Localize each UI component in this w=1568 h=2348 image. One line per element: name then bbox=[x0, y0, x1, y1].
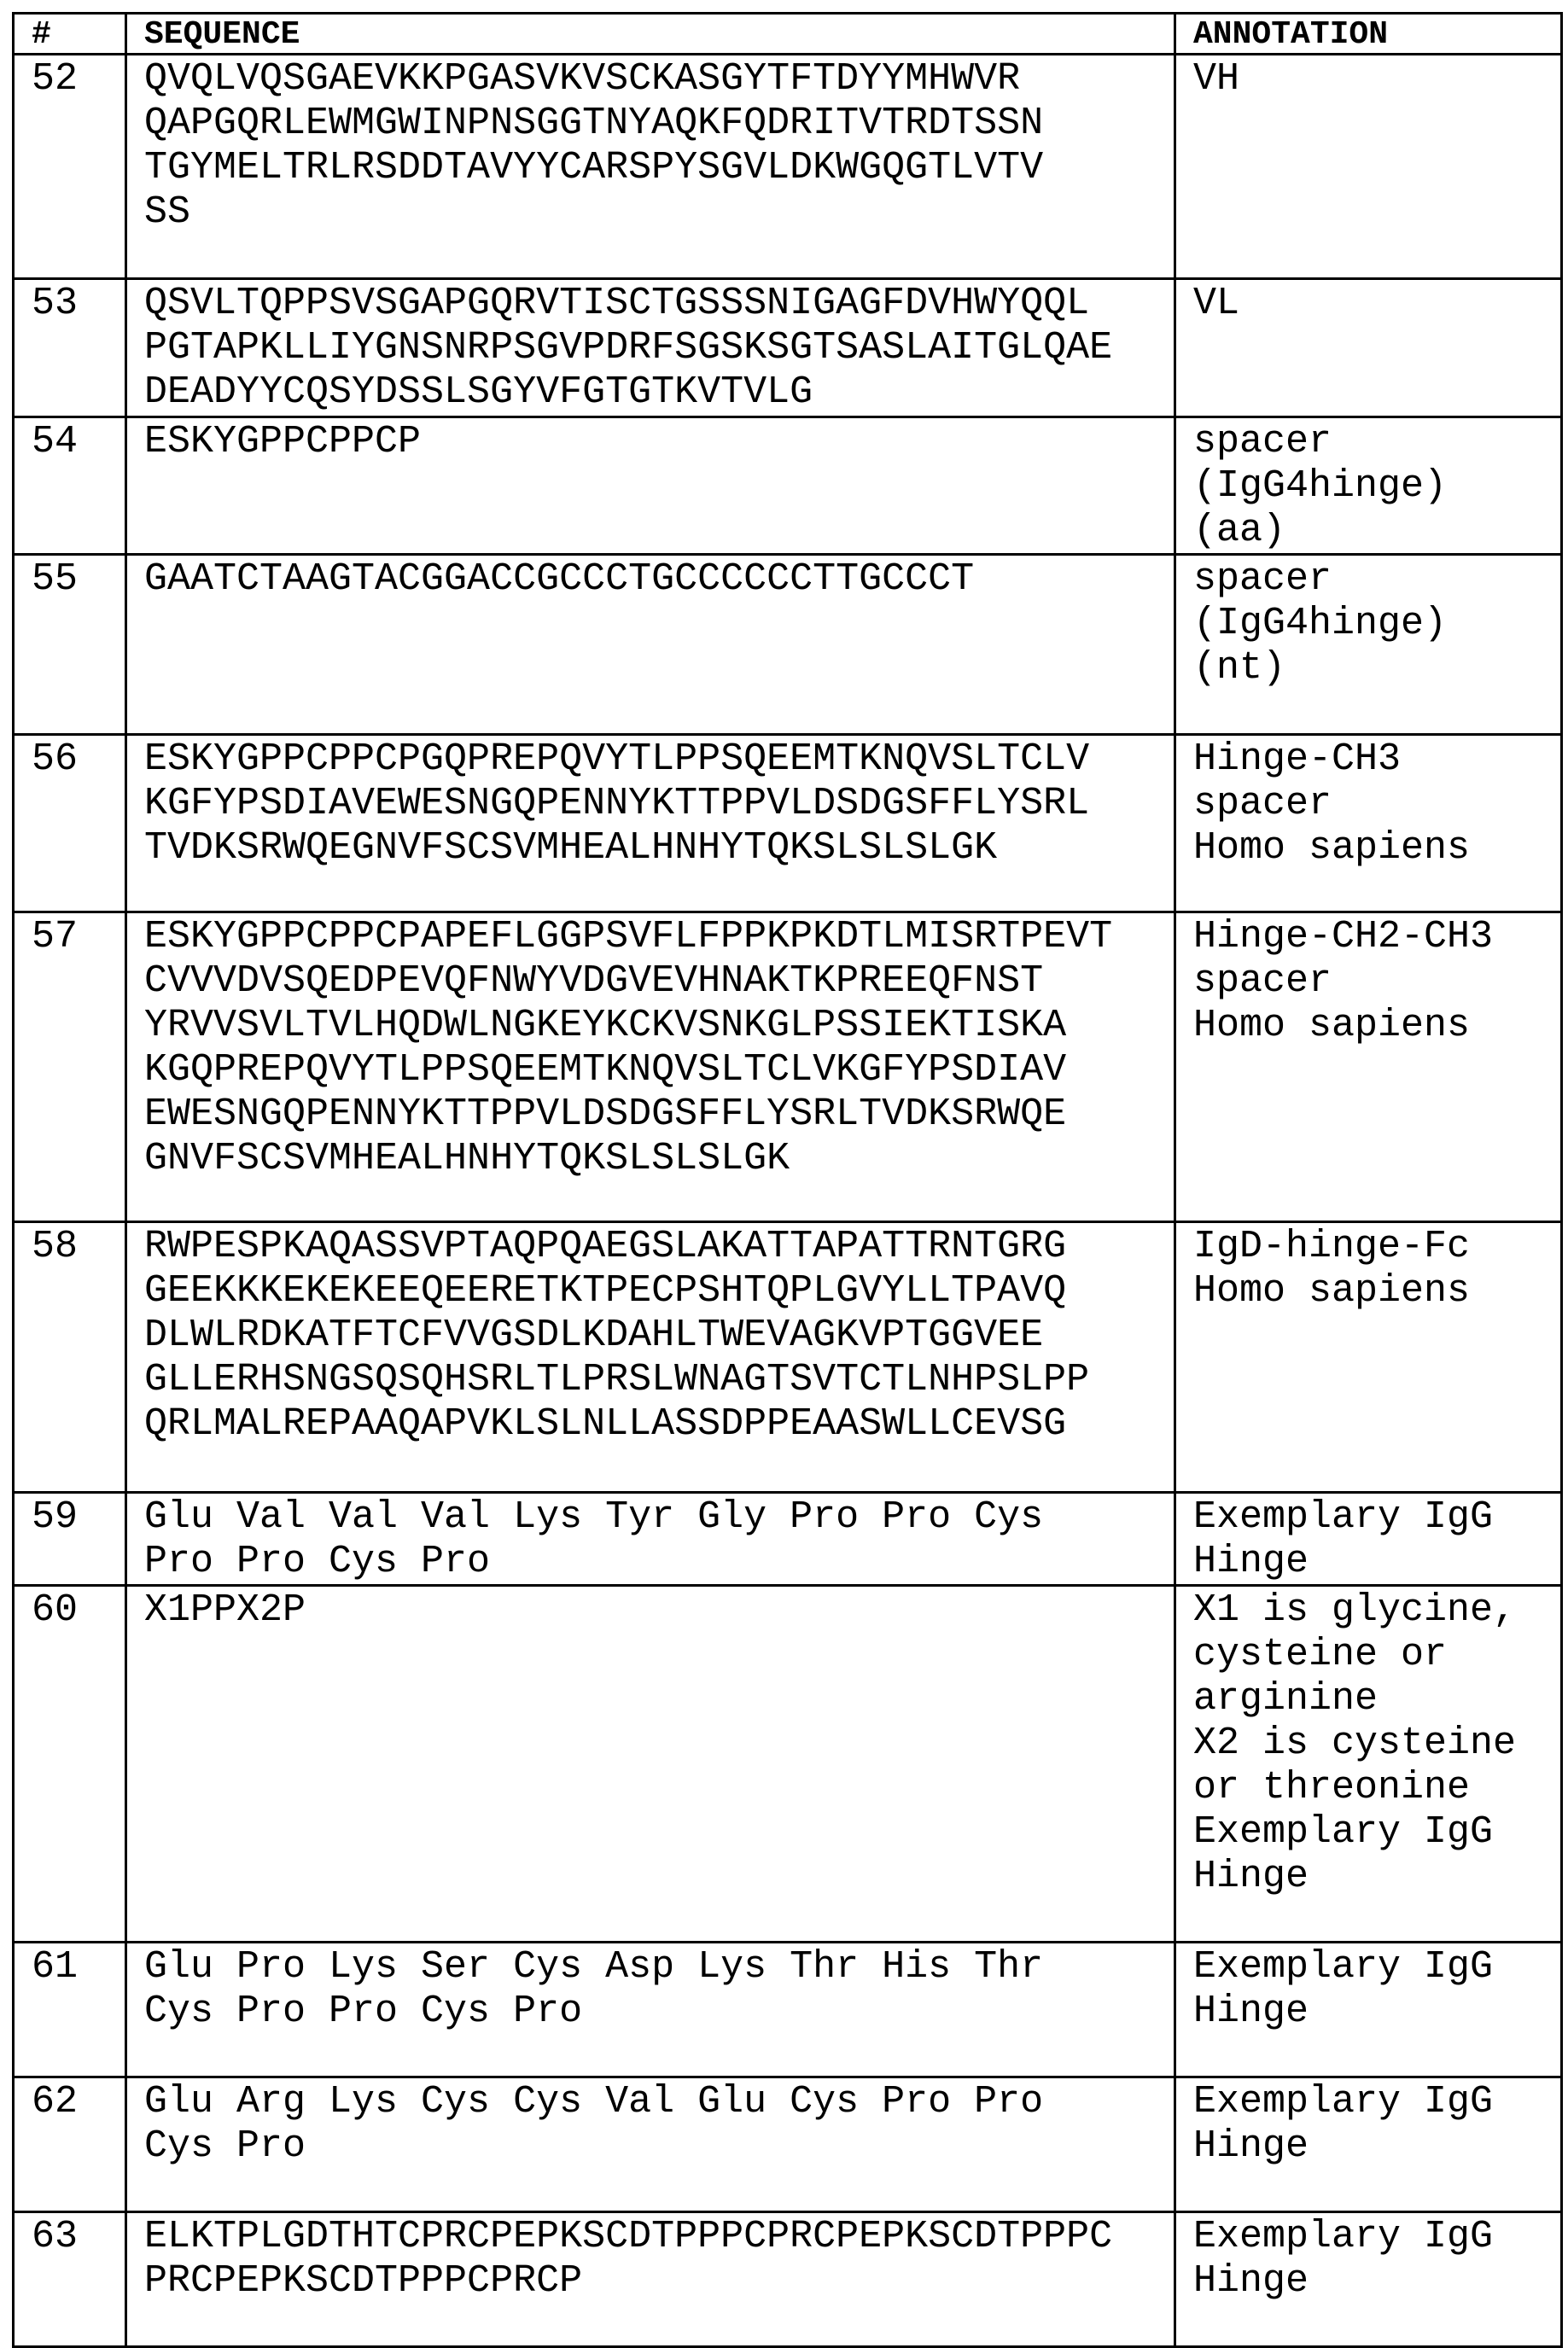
sequence-line: Pro Pro Cys Pro bbox=[144, 1540, 1174, 1584]
annotation-line: Exemplary IgG bbox=[1193, 1945, 1560, 1990]
table-row bbox=[14, 2077, 1562, 2212]
annotation-line: X1 is glycine, bbox=[1193, 1588, 1560, 1633]
annotation-line: Homo sapiens bbox=[1193, 1004, 1560, 1048]
annotation-line: spacer bbox=[1193, 557, 1560, 602]
annotation bbox=[1175, 1493, 1562, 1586]
sequence-line: PGTAPKLLIYGNSNRPSGVPDRFSGSKSGTSASLAITGLQAE bbox=[144, 326, 1174, 370]
sequence-line: DLWLRDKATFTCFVVGSDLKDAHLTWEVAGKVPTGGVEE bbox=[144, 1314, 1174, 1358]
sequence-line: RWPESPKAQASSVPTAQPQAEGSLAKATTAPATTRNTGRG bbox=[144, 1225, 1174, 1269]
annotation-line: Exemplary IgG bbox=[1193, 2080, 1560, 2124]
sequence-line: DEADYYCQSYDSSLSGYVFGTGTKVTVLG bbox=[144, 370, 1174, 415]
annotation-line: spacer bbox=[1193, 420, 1560, 464]
annotation-line: (IgG4hinge) bbox=[1193, 602, 1560, 646]
seq-id: 61 bbox=[14, 1943, 126, 2077]
annotation-line: Hinge bbox=[1193, 1540, 1560, 1584]
sequence bbox=[126, 1222, 1175, 1493]
annotation-line: arginine bbox=[1193, 1677, 1560, 1722]
seq-id: 60 bbox=[14, 1586, 126, 1943]
annotation-line: Exemplary IgG bbox=[1193, 2215, 1560, 2259]
annotation-line: (nt) bbox=[1193, 646, 1560, 690]
annotation-line: or threonine bbox=[1193, 1766, 1560, 1810]
sequence-line: ESKYGPPCPPCP bbox=[144, 420, 1174, 464]
table-row bbox=[14, 1493, 1562, 1586]
sequence-line: GNVFSCSVMHEALHNHYTQKSLSLSLGK bbox=[144, 1137, 1174, 1181]
annotation bbox=[1175, 279, 1562, 417]
annotation-line: (aa) bbox=[1193, 509, 1560, 553]
sequence-line: KGQPREPQVYTLPPSQEEMTKNQVSLTCLVKGFYPSDIAV bbox=[144, 1048, 1174, 1092]
annotation-line: VH bbox=[1193, 57, 1560, 102]
seq-id: 59 bbox=[14, 1493, 126, 1586]
seq-id: 54 bbox=[14, 417, 126, 555]
sequence-line: TVDKSRWQEGNVFSCSVMHEALHNHYTQKSLSLSLGK bbox=[144, 826, 1174, 871]
table-row bbox=[14, 55, 1562, 279]
sequence-line: ELKTPLGDTHTCPRCPEPKSCDTPPPCPRCPEPKSCDTPPPC bbox=[144, 2215, 1174, 2259]
table-row bbox=[14, 2212, 1562, 2347]
annotation-line: spacer bbox=[1193, 782, 1560, 826]
table-row bbox=[14, 1222, 1562, 1493]
sequence bbox=[126, 912, 1175, 1222]
table-row bbox=[14, 555, 1562, 735]
header-row bbox=[14, 14, 1562, 55]
sequence-line: QVQLVQSGAEVKKPGASVKVSCKASGYTFTDYYMHWVR bbox=[144, 57, 1174, 102]
sequence bbox=[126, 55, 1175, 279]
header-annotation: ANNOTATION bbox=[1175, 14, 1562, 55]
sequence bbox=[126, 2077, 1175, 2212]
sequence-line: Cys Pro bbox=[144, 2124, 1174, 2169]
annotation bbox=[1175, 1943, 1562, 2077]
sequence-line: TGYMELTRLRSDDTAVYYCARSPYSGVLDKWGQGTLVTV bbox=[144, 146, 1174, 190]
annotation-line: cysteine or bbox=[1193, 1633, 1560, 1677]
table-row bbox=[14, 735, 1562, 912]
annotation-line: Exemplary IgG bbox=[1193, 1810, 1560, 1855]
sequence-line: QRLMALREPAAQAPVKLSLNLLASSDPPEAASWLLCEVSG bbox=[144, 1402, 1174, 1447]
annotation bbox=[1175, 735, 1562, 912]
annotation bbox=[1175, 2077, 1562, 2212]
annotation-line: Hinge-CH2-CH3 bbox=[1193, 915, 1560, 959]
sequence-line: PRCPEPKSCDTPPPCPRCP bbox=[144, 2259, 1174, 2304]
sequence bbox=[126, 735, 1175, 912]
annotation-line: Homo sapiens bbox=[1193, 1269, 1560, 1314]
sequence-line: GAATCTAAGTACGGACCGCCCTGCCCCCCTTGCCCT bbox=[144, 557, 1174, 602]
sequence-line: GEEKKKEKEKEEQEERETKTPECPSHTQPLGVYLLTPAVQ bbox=[144, 1269, 1174, 1314]
sequence-line: ESKYGPPCPPCPGQPREPQVYTLPPSQEEMTKNQVSLTCLV bbox=[144, 737, 1174, 782]
sequence-line: GLLERHSNGSQSQHSRLTLPRSLWNAGTSVTCTLNHPSLPP bbox=[144, 1358, 1174, 1402]
header-number: # bbox=[14, 14, 126, 55]
seq-id: 58 bbox=[14, 1222, 126, 1493]
annotation-line: Hinge-CH3 bbox=[1193, 737, 1560, 782]
annotation-line: Hinge bbox=[1193, 2124, 1560, 2169]
annotation-line: (IgG4hinge) bbox=[1193, 464, 1560, 509]
table-row bbox=[14, 1586, 1562, 1943]
table-row bbox=[14, 912, 1562, 1222]
table-row bbox=[14, 417, 1562, 555]
sequence-line: Glu Val Val Val Lys Tyr Gly Pro Pro Cys bbox=[144, 1495, 1174, 1540]
sequence-line: X1PPX2P bbox=[144, 1588, 1174, 1633]
seq-id: 53 bbox=[14, 279, 126, 417]
sequence bbox=[126, 2212, 1175, 2347]
sequence-line: YRVVSVLTVLHQDWLNGKEYKCKVSNKGLPSSIEKTISKA bbox=[144, 1004, 1174, 1048]
sequence bbox=[126, 1943, 1175, 2077]
annotation bbox=[1175, 555, 1562, 735]
seq-id: 62 bbox=[14, 2077, 126, 2212]
sequence-line: SS bbox=[144, 190, 1174, 235]
seq-id: 57 bbox=[14, 912, 126, 1222]
annotation-line: Hinge bbox=[1193, 1990, 1560, 2034]
annotation-line: Exemplary IgG bbox=[1193, 1495, 1560, 1540]
sequence bbox=[126, 417, 1175, 555]
annotation bbox=[1175, 1222, 1562, 1493]
annotation-line: Hinge bbox=[1193, 1855, 1560, 1899]
annotation bbox=[1175, 2212, 1562, 2347]
sequence bbox=[126, 1493, 1175, 1586]
sequence bbox=[126, 555, 1175, 735]
sequence bbox=[126, 1586, 1175, 1943]
annotation bbox=[1175, 1586, 1562, 1943]
annotation-line: spacer bbox=[1193, 959, 1560, 1004]
sequence-line: CVVVDVSQEDPEVQFNWYVDGVEVHNAKTKPREEQFNST bbox=[144, 959, 1174, 1004]
annotation-line: X2 is cysteine bbox=[1193, 1722, 1560, 1766]
sequence-line: QSVLTQPPSVSGAPGQRVTISCTGSSSNIGAGFDVHWYQQL bbox=[144, 282, 1174, 326]
table-row bbox=[14, 279, 1562, 417]
annotation bbox=[1175, 417, 1562, 555]
annotation-line: Homo sapiens bbox=[1193, 826, 1560, 871]
annotation-line: VL bbox=[1193, 282, 1560, 326]
sequence-line: QAPGQRLEWMGWINPNSGGTNYAQKFQDRITVTRDTSSN bbox=[144, 102, 1174, 146]
sequence-line: ESKYGPPCPPCPAPEFLGGPSVFLFPPKPKDTLMISRTPEVT bbox=[144, 915, 1174, 959]
sequence-line: Glu Arg Lys Cys Cys Val Glu Cys Pro Pro bbox=[144, 2080, 1174, 2124]
header-sequence: SEQUENCE bbox=[126, 14, 1175, 55]
seq-id: 52 bbox=[14, 55, 126, 279]
sequence-line: EWESNGQPENNYKTTPPVLDSDGSFFLYSRLTVDKSRWQE bbox=[144, 1092, 1174, 1137]
annotation-line: Hinge bbox=[1193, 2259, 1560, 2304]
sequence-table bbox=[12, 12, 1563, 2348]
sequence-line: KGFYPSDIAVEWESNGQPENNYKTTPPVLDSDGSFFLYSRL bbox=[144, 782, 1174, 826]
seq-id: 56 bbox=[14, 735, 126, 912]
seq-id: 55 bbox=[14, 555, 126, 735]
annotation bbox=[1175, 55, 1562, 279]
seq-id: 63 bbox=[14, 2212, 126, 2347]
sequence bbox=[126, 279, 1175, 417]
sequence-line: Cys Pro Pro Cys Pro bbox=[144, 1990, 1174, 2034]
annotation-line: IgD-hinge-Fc bbox=[1193, 1225, 1560, 1269]
sequence-line: Glu Pro Lys Ser Cys Asp Lys Thr His Thr bbox=[144, 1945, 1174, 1990]
annotation bbox=[1175, 912, 1562, 1222]
table-row bbox=[14, 1943, 1562, 2077]
